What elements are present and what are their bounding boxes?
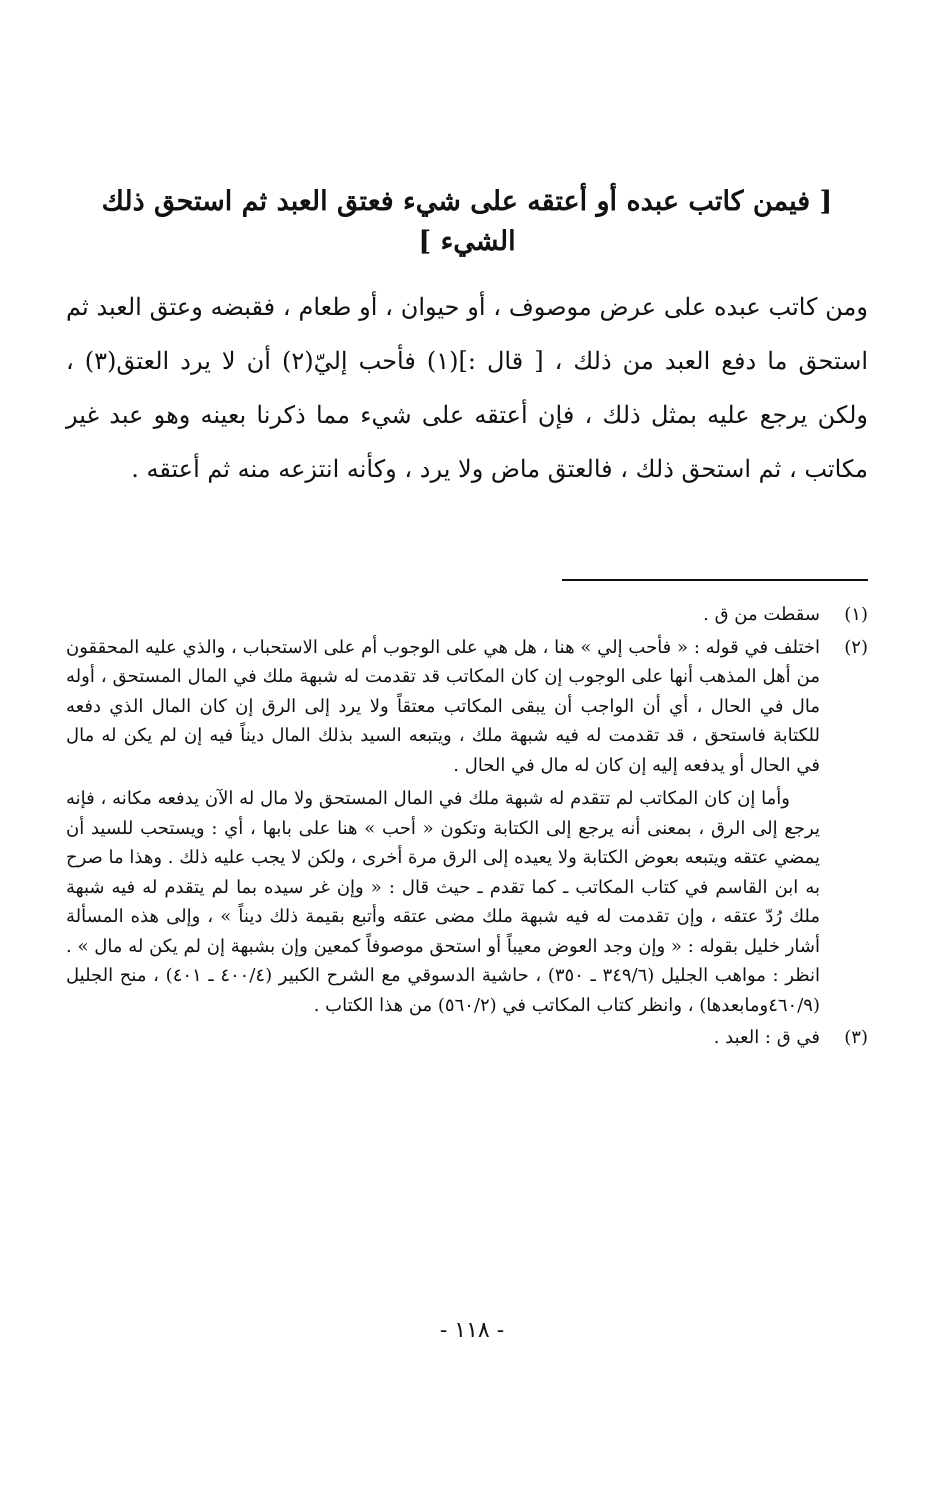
page-number: - ١١٨ - [439,1318,505,1343]
footnote-paragraph: في ق : العبد . [713,1027,820,1048]
footnote-text [66,1023,820,1053]
footnote-number: (٣) [844,1027,868,1048]
footnote-text [66,633,820,1021]
footnote-paragraph: وأما إن كان المكاتب لم تتقدم له شبهة ملك في المال المستحق ولا مال له الآن يدفعه مكانه ، فإنه يرجع إلى الرق ، بمعنى أنه يرجع إلى الكتابة وتكون « أحب » هنا على بابها ، أي : ويستحب للسيد أن يمضي عتقه ويتبعه بعوض الكتابة ولا يعيده إلى الرق مرة أخرى ، ولكن لا يجب عليه ذلك . وهذا ما صرح به ابن القاسم في كتاب المكاتب ـ كما تقدم ـ حيث قال : « وإن غر سيده بما لم يتقدم له فيه شبهة ملك رُدّ عتقه ، وإن تقدمت له فيه شبهة ملك مضى عتقه وأتبع بقيمة ذلك ديناً » ، وإلى هذه المسألة أشار خليل بقوله : « وإن وجد العوض معيباً أو استحق موصوفاً كمعين وإن بشبهة إن لم يكن له مال » . انظر : مواهب الجليل (٣٤٩/٦ ـ ٣٥٠) ، حاشية الدسوقي مع الشرح الكبير (٤٠٠/٤ ـ ٤٠١) ، منح الجليل (٤٦٠/٩ومابعدها) ، وانظر كتاب المكاتب في (٥٦٠/٢) من هذا الكتاب . [66,788,821,1016]
footnote-divider [562,579,868,581]
footnote-3 [66,1023,868,1053]
footnote-number: (١) [844,604,868,625]
footnote-2 [66,633,868,1021]
footnote-text [66,600,820,630]
section-heading: [ فيمن كاتب عبده أو أعتقه على شيء فعتق العبد ثم استحق ذلك الشيء ] [101,186,833,257]
body-paragraph: ومن كاتب عبده على عرض موصوف ، أو حيوان ، أو طعام ، فقبضه وعتق العبد ثم استحق ما دفع العبد من ذلك ، [ قال :](١) فأحب إليّ(٢) أن لا يرد العتق(٣) ، ولكن يرجع عليه بمثل ذلك ، فإن أعتقه على شيء مما ذكرنا بعينه وهو عبد غير مكاتب ، ثم استحق ذلك ، فالعتق ماض ولا يرد ، وكأنه انتزعه منه ثم أعتقه . [66,293,868,483]
footnote-number: (٢) [844,636,868,658]
footnote-1 [66,600,868,630]
main-text [66,182,868,496]
footnote-paragraph: اختلف في قوله : « فأحب إلي » هنا ، هل هي على الوجوب أم على الاستحباب ، والذي عليه المحققون من أهل المذهب أنها على الوجوب إن كان المكاتب قد تقدمت له شبهة ملك في المال المستحق ، أوله مال في الحال ، أي أن الواجب أن يبقى المكاتب معتقاً ولا يرد إلى الرق إن كان المال الذي دفعه للكتابة فاستحق ، قد تقدمت له فيه شبهة ملك ، ويتبعه السيد بذلك المال ديناً فيه إن لم يكن له مال في الحال أو يدفعه إليه إن كان له مال في الحال . [66,636,821,776]
footnotes [66,600,868,1056]
footnote-paragraph: سقطت من ق . [703,604,820,625]
